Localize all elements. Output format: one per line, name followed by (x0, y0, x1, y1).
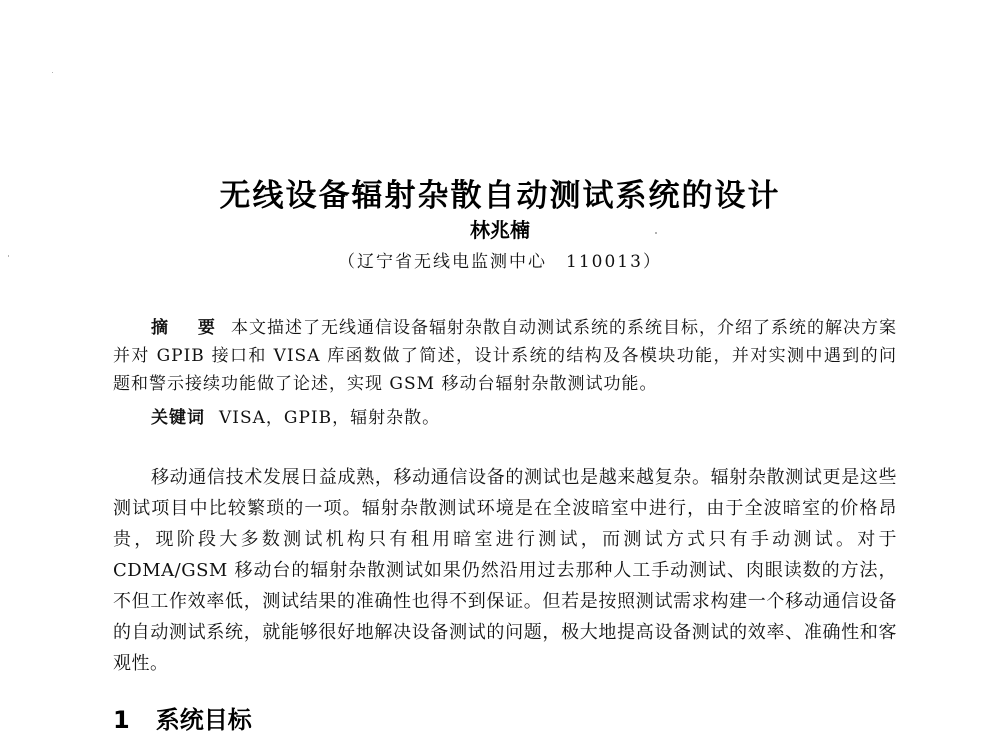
scan-speck (655, 232, 657, 234)
paper-title: 无线设备辐射杂散自动测试系统的设计 (219, 178, 781, 214)
scan-speck (52, 72, 53, 73)
intro-paragraph: 移动通信技术发展日益成熟，移动通信设备的测试也是越来越复杂。辐射杂散测试更是这些测试项目中比较繁琐的一项。辐射杂散测试环境是在全波暗室中进行，由于全波暗室的价格昂贵，现阶段大多数测试机构只有租用暗室进行测试，而测试方式只有手动测试。对于 CDMA/GSM 移动台的辐射杂散测试如果仍然沿用过去那种人工手动测试、肉眼读数的方法，不但工作效率低，测试结果的准确性也得不到保证。但若是按照测试需求构建一个移动通信设备的自动测试系统，就能够很好地解决设备测试的问题，极大地提高设备测试的效率、准确性和客观性。 (113, 467, 897, 674)
abstract-text: 本文描述了无线通信设备辐射杂散自动测试系统的系统目标，介绍了系统的解决方案并对 GPIB 接口和 VISA 库函数做了简述，设计系统的结构及各模块功能，并对实测中遇到的问题和警示接续功能做了论述，实现 GSM 移动台辐射杂散测试功能。 (113, 318, 898, 394)
author-name: 林兆楠 (470, 218, 530, 242)
keywords-text: VISA，GPIB，辐射杂散。 (219, 408, 441, 428)
section-heading (113, 700, 252, 735)
section-number: 1 (113, 706, 130, 734)
section-title: 系统目标 (155, 706, 252, 734)
keywords-label: 关键词 (151, 408, 205, 428)
scan-speck (8, 255, 9, 257)
keywords (113, 404, 897, 432)
abstract-label: 摘 要 (151, 318, 227, 338)
affiliation: （辽宁省无线电监测中心 110013） (338, 252, 662, 272)
abstract (113, 314, 897, 398)
